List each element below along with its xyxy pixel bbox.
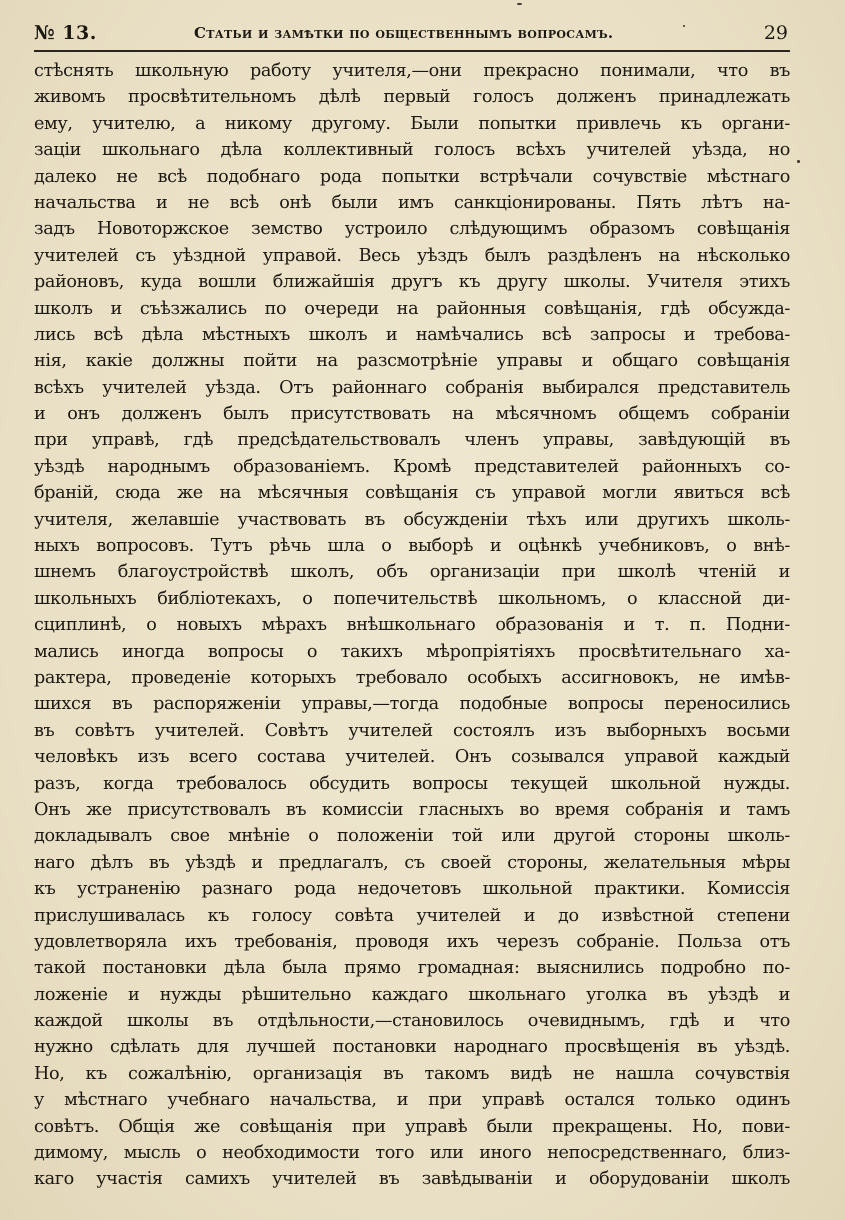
text-line: начальства и не всѣ онѣ были имъ санкціонированы. Пять лѣтъ на-	[34, 192, 790, 213]
text-line: димому, мысль о необходимости того или иного непосредственнаго, близ-	[34, 1143, 790, 1164]
text-line: стѣснять школьную работу учителя,—они прекрасно понимали, что въ	[34, 61, 790, 81]
text-line: ныхъ вопросовъ. Тутъ рѣчь шла о выборѣ и оцѣнкѣ учебниковъ, о внѣ-	[34, 536, 790, 557]
text-line: рактера, проведеніе которыхъ требовало особыхъ ассигновокъ, не имѣв-	[34, 667, 790, 688]
print-speck	[797, 160, 800, 163]
text-line: ему, учителю, а никому другому. Были попытки привлечь къ органи-	[34, 113, 790, 134]
text-line: школъ и съѣзжались по очереди на районныя совѣщанія, гдѣ обсужда-	[34, 298, 790, 319]
text-line: районовъ, куда вошли ближайшія другъ къ другу школы. Учителя этихъ	[34, 272, 790, 293]
text-line: задъ Новоторжское земство устроило слѣдующимъ образомъ совѣщанія	[34, 219, 790, 240]
text-line: шихся въ распоряженіи управы,—тогда подобные вопросы переносились	[34, 694, 790, 715]
running-header	[34, 20, 790, 52]
text-line: лись всѣ дѣла мѣстныхъ школъ и намѣчались всѣ запросы и требова-	[34, 324, 790, 345]
text-line: всѣхъ учителей уѣзда. Отъ районнаго собранія выбирался представитель	[34, 377, 790, 398]
text-line: шнемъ благоустройствѣ школъ, объ организаціи при школѣ чтеній и	[34, 562, 790, 583]
text-line: нія, какіе должны пойти на разсмотрѣніе управы и общаго совѣщанія	[34, 351, 790, 372]
section-title: Статьи и замѣтки по общественнымъ вопросамъ.	[194, 24, 614, 42]
text-line: совѣтъ. Общія же совѣщанія при управѣ были прекращены. Но, пови-	[34, 1116, 790, 1137]
text-line: наго дѣлъ въ уѣздѣ и предлагалъ, съ своей стороны, желательныя мѣры	[34, 852, 790, 873]
text-line: у мѣстнаго учебнаго начальства, и при управѣ остался только одинъ	[34, 1090, 790, 1111]
text-line: сциплинѣ, о новыхъ мѣрахъ внѣшкольнаго образованія и т. п. Подни-	[34, 615, 790, 636]
text-line: Но, къ сожалѣнію, организація въ такомъ видѣ не нашла сочувствія	[34, 1063, 790, 1084]
text-line: ложеніе и нужды рѣшительно каждаго школьнаго уголка въ уѣздѣ и	[34, 984, 790, 1005]
text-line: и онъ долженъ былъ присутствовать на мѣсячномъ общемъ собраніи	[34, 404, 790, 425]
text-line: каждой школы въ отдѣльности,—становилось очевиднымъ, гдѣ и что	[34, 1011, 790, 1032]
issue-number: № 13.	[34, 22, 97, 44]
text-line: такой постановки дѣла была прямо громадная: выяснились подробно по-	[34, 958, 790, 979]
text-line: живомъ просвѣтительномъ дѣлѣ первый голосъ долженъ принадлежать	[34, 87, 790, 108]
body-text	[34, 58, 790, 1193]
text-line: браній, сюда же на мѣсячныя совѣщанія съ управой могли явиться всѣ	[34, 483, 790, 504]
text-line: далеко не всѣ подобнаго рода попытки встрѣчали сочувствіе мѣстнаго	[34, 166, 790, 187]
text-line: учителей съ уѣздной управой. Весь уѣздъ былъ раздѣленъ на нѣсколько	[34, 245, 790, 266]
text-line: учителя, желавшіе участвовать въ обсужденіи тѣхъ или другихъ школь-	[34, 509, 790, 530]
text-line: школьныхъ библіотекахъ, о попечительствѣ школьномъ, о классной ди-	[34, 588, 790, 609]
text-line: заціи школьнаго дѣла коллективный голосъ всѣхъ учителей уѣзда, но	[34, 140, 790, 161]
text-line: удовлетворяла ихъ требованія, проводя ихъ черезъ собраніе. Польза отъ	[34, 931, 790, 952]
text-line: въ совѣтъ учителей. Совѣтъ учителей состоялъ изъ выборныхъ восьми	[34, 720, 790, 741]
text-line: прислушивалась къ голосу совѣта учителей и до извѣстной степени	[34, 905, 790, 926]
text-line: при управѣ, гдѣ предсѣдательствовалъ членъ управы, завѣдующій въ	[34, 430, 790, 451]
text-line: нужно сдѣлать для лучшей постановки народнаго просвѣщенія въ уѣздѣ.	[34, 1037, 790, 1058]
text-line: къ устраненію разнаго рода недочетовъ школьной практики. Комиссія	[34, 879, 790, 900]
print-speck	[683, 25, 685, 27]
print-speck	[517, 3, 522, 5]
page-number: 29	[763, 22, 788, 44]
text-line: Онъ же присутствовалъ въ комиссіи гласныхъ во время собранія и тамъ	[34, 799, 790, 820]
text-line: каго участія самихъ учителей въ завѣдываніи и оборудованіи школъ	[34, 1169, 790, 1190]
text-line: разъ, когда требовалось обсудить вопросы текущей школьной нужды.	[34, 773, 790, 794]
text-line: докладывалъ свое мнѣніе о положеніи той или другой стороны школь-	[34, 826, 790, 847]
text-line: мались иногда вопросы о такихъ мѣропріятіяхъ просвѣтительнаго ха-	[34, 641, 790, 662]
text-line: уѣздѣ народнымъ образованіемъ. Кромѣ представителей районныхъ со-	[34, 456, 790, 477]
text-line: человѣкъ изъ всего состава учителей. Онъ созывался управой каждый	[34, 747, 790, 768]
